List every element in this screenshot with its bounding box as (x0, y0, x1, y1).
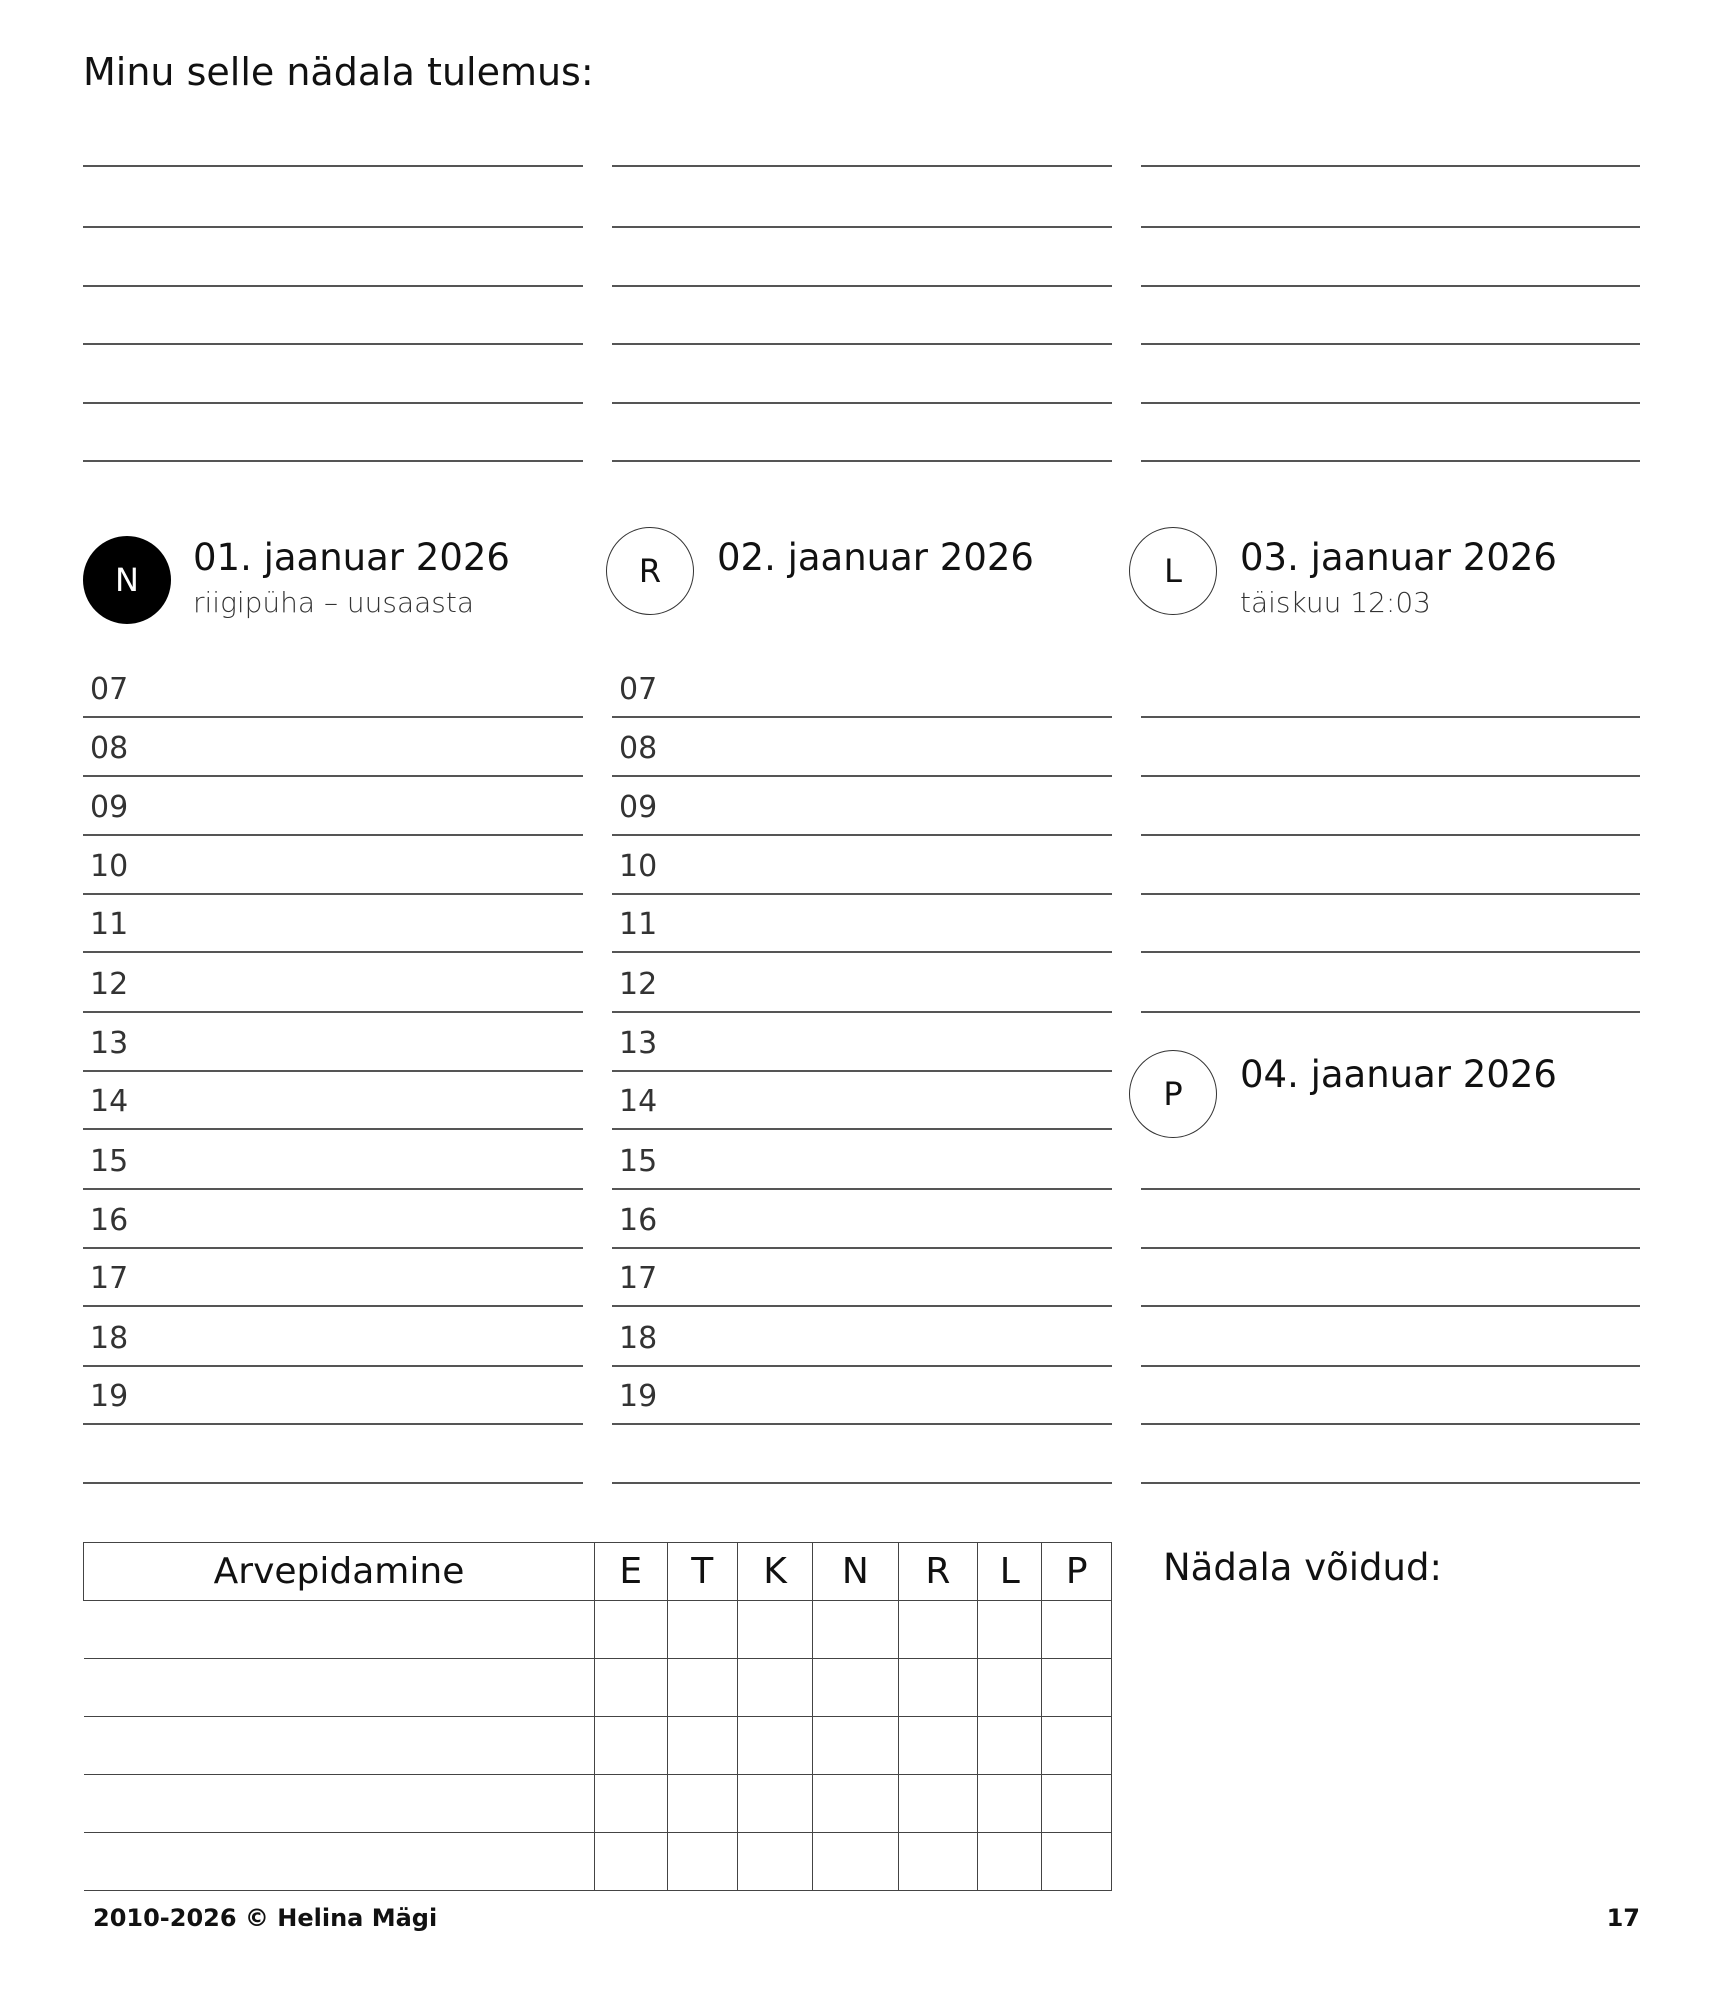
hour-line (612, 1482, 1112, 1484)
weekly-wins-title: Nädala võidud: (1163, 1546, 1442, 1589)
accounting-row (84, 1833, 1112, 1891)
writing-line (612, 460, 1112, 462)
day-date: 03. jaanuar 2026 (1240, 536, 1557, 579)
hour-label: 19 (90, 1379, 129, 1414)
hour-line (83, 1011, 583, 1013)
hour-label: 18 (90, 1321, 129, 1356)
accounting-row (84, 1717, 1112, 1775)
accounting-cell[interactable] (978, 1601, 1042, 1659)
hour-label: 07 (90, 672, 129, 707)
writing-line (1141, 226, 1640, 228)
accounting-cell[interactable] (898, 1775, 978, 1833)
day-date: 02. jaanuar 2026 (717, 536, 1034, 579)
accounting-cell[interactable] (737, 1775, 812, 1833)
hour-label: 13 (619, 1026, 658, 1061)
accounting-cell[interactable] (84, 1601, 595, 1659)
accounting-cell[interactable] (595, 1775, 668, 1833)
writing-line (1141, 165, 1640, 167)
weekday-badge: P (1129, 1050, 1217, 1138)
hour-label: 14 (619, 1084, 658, 1119)
hour-line (612, 775, 1112, 777)
writing-line (1141, 343, 1640, 345)
accounting-cell[interactable] (1042, 1601, 1112, 1659)
hour-line (612, 1128, 1112, 1130)
accounting-cell[interactable] (1042, 1659, 1112, 1717)
hour-label: 12 (619, 967, 658, 1002)
hour-label: 18 (619, 1321, 658, 1356)
hour-line (612, 716, 1112, 718)
day-date: 01. jaanuar 2026 (193, 536, 510, 579)
hour-line (612, 1070, 1112, 1072)
hour-label: 15 (90, 1144, 129, 1179)
weekday-badge: R (606, 527, 694, 615)
writing-line (1141, 1482, 1640, 1484)
writing-line (1141, 1423, 1640, 1425)
hour-line (83, 951, 583, 953)
hour-label: 11 (619, 907, 658, 942)
hour-line (83, 834, 583, 836)
weekday-badge: L (1129, 527, 1217, 615)
writing-line (83, 402, 583, 404)
writing-line (83, 226, 583, 228)
accounting-cell[interactable] (667, 1601, 737, 1659)
hour-label: 09 (619, 790, 658, 825)
hour-line (83, 1423, 583, 1425)
accounting-cell[interactable] (84, 1775, 595, 1833)
hour-line (83, 716, 583, 718)
weekday-column-header: T (667, 1543, 737, 1601)
page-number: 17 (1606, 1904, 1640, 1932)
accounting-cell[interactable] (667, 1833, 737, 1891)
writing-line (1141, 716, 1640, 718)
accounting-cell[interactable] (978, 1717, 1042, 1775)
accounting-cell[interactable] (737, 1659, 812, 1717)
accounting-cell[interactable] (813, 1833, 898, 1891)
accounting-cell[interactable] (595, 1601, 668, 1659)
writing-line (612, 402, 1112, 404)
accounting-cell[interactable] (898, 1717, 978, 1775)
weekday-column-header: L (978, 1543, 1042, 1601)
writing-line (1141, 1305, 1640, 1307)
writing-line (1141, 402, 1640, 404)
writing-line (612, 285, 1112, 287)
accounting-cell[interactable] (898, 1659, 978, 1717)
hour-label: 14 (90, 1084, 129, 1119)
accounting-table (83, 1542, 1112, 1891)
weekday-column-header: K (737, 1543, 812, 1601)
accounting-row (84, 1775, 1112, 1833)
accounting-cell[interactable] (1042, 1717, 1112, 1775)
weekday-column-header: E (595, 1543, 668, 1601)
accounting-cell[interactable] (1042, 1775, 1112, 1833)
weekday-badge: N (83, 536, 171, 624)
weekday-column-header: P (1042, 1543, 1112, 1601)
accounting-cell[interactable] (84, 1833, 595, 1891)
hour-label: 12 (90, 967, 129, 1002)
writing-line (1141, 1188, 1640, 1190)
hour-label: 13 (90, 1026, 129, 1061)
writing-line (1141, 1011, 1640, 1013)
footer-copyright: 2010-2026 © Helina Mägi (93, 1904, 438, 1932)
accounting-cell[interactable] (667, 1717, 737, 1775)
hour-label: 19 (619, 1379, 658, 1414)
accounting-cell[interactable] (978, 1659, 1042, 1717)
hour-line (612, 1365, 1112, 1367)
accounting-cell[interactable] (813, 1775, 898, 1833)
accounting-cell[interactable] (737, 1717, 812, 1775)
hour-line (612, 1305, 1112, 1307)
hour-line (612, 1188, 1112, 1190)
hour-line (83, 1365, 583, 1367)
day-note: täiskuu 12:03 (1240, 586, 1431, 619)
weekday-column-header: N (813, 1543, 898, 1601)
hour-label: 09 (90, 790, 129, 825)
accounting-cell[interactable] (898, 1833, 978, 1891)
hour-line (612, 834, 1112, 836)
writing-line (612, 165, 1112, 167)
writing-line (612, 343, 1112, 345)
accounting-cell[interactable] (737, 1601, 812, 1659)
hour-label: 15 (619, 1144, 658, 1179)
accounting-row (84, 1659, 1112, 1717)
accounting-header: Arvepidamine (84, 1543, 595, 1601)
writing-line (612, 226, 1112, 228)
hour-label: 17 (90, 1261, 129, 1296)
writing-line (83, 165, 583, 167)
accounting-cell[interactable] (813, 1717, 898, 1775)
hour-label: 16 (90, 1203, 129, 1238)
day-note: riigipüha – uusaasta (193, 586, 474, 619)
writing-line (1141, 1365, 1640, 1367)
hour-label: 10 (619, 849, 658, 884)
hour-line (83, 1188, 583, 1190)
writing-line (1141, 285, 1640, 287)
accounting-cell[interactable] (1042, 1833, 1112, 1891)
writing-line (1141, 460, 1640, 462)
accounting-cell[interactable] (813, 1659, 898, 1717)
accounting-cell[interactable] (978, 1833, 1042, 1891)
accounting-cell[interactable] (737, 1833, 812, 1891)
weekday-column-header: R (898, 1543, 978, 1601)
hour-label: 11 (90, 907, 129, 942)
writing-line (1141, 834, 1640, 836)
page-title: Minu selle nädala tulemus: (83, 50, 594, 94)
accounting-cell[interactable] (84, 1659, 595, 1717)
accounting-row (84, 1601, 1112, 1659)
hour-line (612, 1247, 1112, 1249)
accounting-cell[interactable] (84, 1717, 595, 1775)
hour-label: 07 (619, 672, 658, 707)
hour-line (83, 775, 583, 777)
accounting-cell[interactable] (813, 1601, 898, 1659)
hour-line (83, 1070, 583, 1072)
writing-line (1141, 893, 1640, 895)
accounting-cell[interactable] (667, 1659, 737, 1717)
writing-line (1141, 775, 1640, 777)
hour-line (83, 1128, 583, 1130)
hour-line (612, 951, 1112, 953)
hour-line (83, 1305, 583, 1307)
hour-label: 08 (90, 731, 129, 766)
writing-line (83, 285, 583, 287)
accounting-cell[interactable] (667, 1775, 737, 1833)
hour-label: 16 (619, 1203, 658, 1238)
hour-label: 17 (619, 1261, 658, 1296)
accounting-cell[interactable] (898, 1601, 978, 1659)
writing-line (1141, 951, 1640, 953)
day-date: 04. jaanuar 2026 (1240, 1053, 1557, 1096)
accounting-cell[interactable] (978, 1775, 1042, 1833)
accounting-cell[interactable] (595, 1717, 668, 1775)
accounting-cell[interactable] (595, 1833, 668, 1891)
hour-label: 08 (619, 731, 658, 766)
hour-line (83, 893, 583, 895)
writing-line (83, 460, 583, 462)
hour-line (612, 1011, 1112, 1013)
hour-label: 10 (90, 849, 129, 884)
hour-line (612, 1423, 1112, 1425)
accounting-cell[interactable] (595, 1659, 668, 1717)
writing-line (1141, 1247, 1640, 1249)
hour-line (83, 1482, 583, 1484)
hour-line (83, 1247, 583, 1249)
hour-line (612, 893, 1112, 895)
writing-line (83, 343, 583, 345)
